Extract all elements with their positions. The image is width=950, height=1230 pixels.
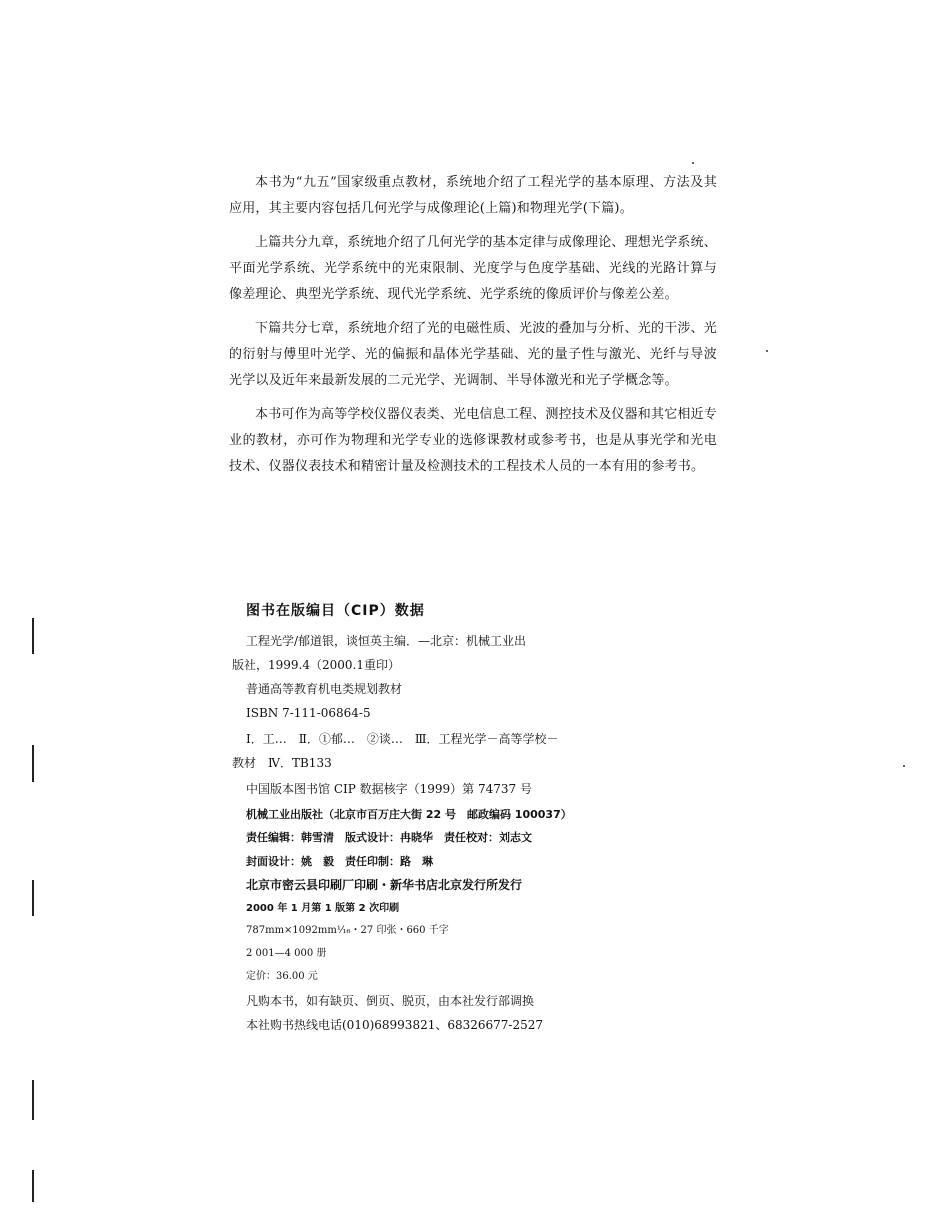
cip-line-isbn: ISBN 7-111-06864-5	[246, 706, 371, 720]
abstract-paragraph-3: 下篇共分七章，系统地介绍了光的电磁性质、光波的叠加与分析、光的干涉、光的衍射与傅里叶光学、光的偏振和晶体光学基础、光的量子性与激光、光纤与导波光学以及近年来最新发展的二元光学、光调制、半导体激光和光子学概念等。	[229, 321, 718, 388]
cip-line-publisher-date: 版社，1999.4（2000.1重印）	[232, 658, 400, 672]
cip-line-cip-number: 中国版本图书馆 CIP 数据核字（1999）第 74737 号	[246, 782, 532, 796]
cip-line-format: 787mm×1092mm¹⁄₁₆・27 印张・660 千字	[246, 925, 449, 936]
cip-line-defect-notice: 凡购本书，如有缺页、倒页、脱页，由本社发行部调换	[246, 994, 535, 1008]
left-margin-scan-mark	[32, 745, 34, 782]
cip-line-hotline: 本社购书热线电话(010)68993821、68326677-2527	[246, 1018, 544, 1032]
cip-line-price: 定价：36.00 元	[246, 971, 318, 982]
cip-title: 图书在版编目（CIP）数据	[246, 603, 425, 619]
cip-line-series: 普通高等教育机电类规划教材	[246, 682, 403, 696]
abstract-paragraph-1: 本书为“九五”国家级重点教材，系统地介绍了工程光学的基本原理、方法及其应用，其主要内容包括几何光学与成像理论(上篇)和物理光学(下篇)。	[229, 175, 717, 216]
left-margin-scan-mark	[32, 880, 34, 916]
cip-line-title-editors: 工程光学/郁道银，谈恒英主编．—北京：机械工业出	[246, 634, 527, 648]
cip-line-printer: 北京市密云县印刷厂印刷・新华书店北京发行所发行	[246, 878, 523, 892]
abstract-paragraph-2: 上篇共分九章，系统地介绍了几何光学的基本定律与成像理论、理想光学系统、平面光学系统、光学系统中的光束限制、光度学与色度学基础、光线的光路计算与像差理论、典型光学系统、现代光学系统、光学系统的像质评价与像差公差。	[229, 235, 718, 302]
book-abstract	[229, 170, 717, 480]
cip-line-cover-design: 封面设计：姚 毅 责任印制：路 琳	[246, 855, 433, 868]
cip-line-classification: 教材 Ⅳ．TB133	[232, 756, 332, 770]
left-margin-scan-mark	[32, 1170, 34, 1202]
cip-line-subject-headings: Ⅰ．工… Ⅱ．①郁… ②谈… Ⅲ．工程光学－高等学校－	[246, 732, 559, 746]
scan-speck	[766, 350, 768, 352]
cip-line-editors: 责任编辑：韩雪清 版式设计：冉晓华 责任校对：刘志文	[246, 831, 532, 844]
cip-line-publisher-address: 机械工业出版社（北京市百万庄大街 22 号 邮政编码 100037）	[246, 808, 572, 821]
scan-speck	[903, 765, 905, 767]
left-margin-scan-mark	[32, 1080, 34, 1120]
abstract-paragraph-4: 本书可作为高等学校仪器仪表类、光电信息工程、测控技术及仪器和其它相近专业的教材，亦可作为物理和光学专业的选修课教材或参考书，也是从事光学和光电技术、仪器仪表技术和精密计量及检测技术的工程技术人员的一本有用的参考书。	[229, 407, 718, 474]
left-margin-scan-mark	[32, 618, 34, 654]
cip-line-edition: 2000 年 1 月第 1 版第 2 次印刷	[246, 903, 400, 914]
cip-line-print-run: 2 001—4 000 册	[246, 948, 327, 959]
scan-speck	[692, 162, 694, 164]
